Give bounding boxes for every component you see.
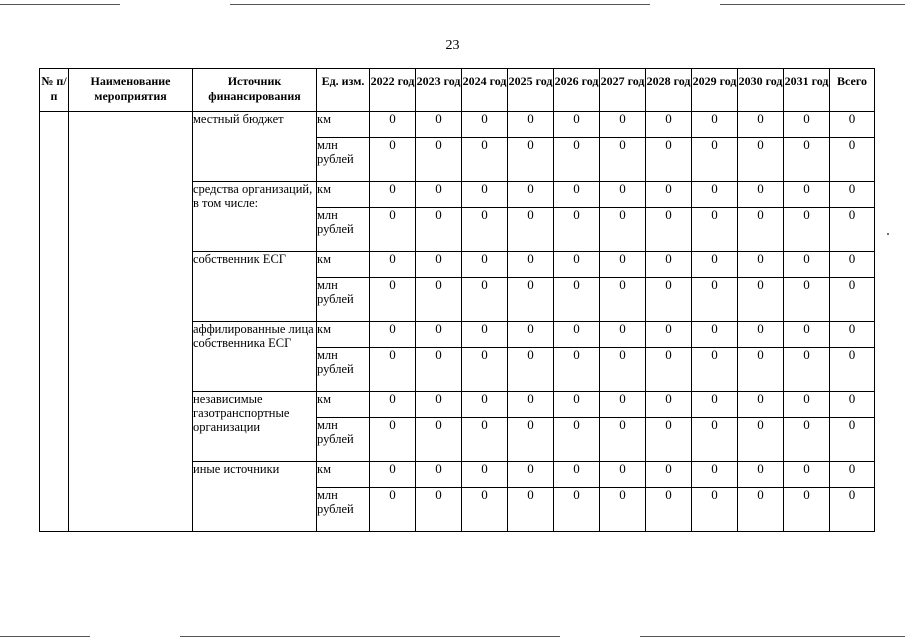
header-year: 2031 год [784,69,830,112]
year-value-cell: 0 [370,138,416,182]
year-value-cell: 0 [738,208,784,252]
year-value-cell: 0 [370,392,416,418]
header-year: 2025 год [508,69,554,112]
year-value-cell: 0 [600,418,646,462]
year-value-cell: 0 [692,418,738,462]
year-value-cell: 0 [784,252,830,278]
year-value-cell: 0 [508,488,554,532]
year-value-cell: 0 [554,322,600,348]
year-value-cell: 0 [554,392,600,418]
year-value-cell: 0 [416,278,462,322]
year-value-cell: 0 [462,462,508,488]
unit-cell: млн рублей [317,488,370,532]
year-value-cell: 0 [462,112,508,138]
year-value-cell: 0 [508,348,554,392]
year-value-cell: 0 [554,462,600,488]
year-value-cell: 0 [554,418,600,462]
year-value-cell: 0 [738,138,784,182]
year-value-cell: 0 [600,392,646,418]
year-value-cell: 0 [370,488,416,532]
year-value-cell: 0 [646,138,692,182]
year-value-cell: 0 [508,112,554,138]
year-value-cell: 0 [370,348,416,392]
year-value-cell: 0 [646,252,692,278]
year-value-cell: 0 [784,112,830,138]
scan-edge-line [720,4,905,5]
unit-cell: млн рублей [317,208,370,252]
unit-cell: млн рублей [317,418,370,462]
year-value-cell: 0 [692,392,738,418]
total-value-cell: 0 [830,112,875,138]
year-value-cell: 0 [784,182,830,208]
year-value-cell: 0 [692,348,738,392]
total-value-cell: 0 [830,418,875,462]
scan-speck [887,233,889,235]
year-value-cell: 0 [370,208,416,252]
header-year: 2024 год [462,69,508,112]
year-value-cell: 0 [462,392,508,418]
year-value-cell: 0 [784,322,830,348]
year-value-cell: 0 [370,418,416,462]
year-value-cell: 0 [416,488,462,532]
year-value-cell: 0 [738,278,784,322]
activity-name-cell [69,112,193,532]
year-value-cell: 0 [738,112,784,138]
header-row [40,69,875,112]
year-value-cell: 0 [554,112,600,138]
funding-source-cell: иные источники [193,462,317,532]
header-year: 2028 год [646,69,692,112]
year-value-cell: 0 [416,182,462,208]
scan-edge-line [640,636,905,637]
year-value-cell: 0 [646,278,692,322]
year-value-cell: 0 [692,112,738,138]
year-value-cell: 0 [738,182,784,208]
year-value-cell: 0 [692,252,738,278]
year-value-cell: 0 [600,112,646,138]
year-value-cell: 0 [692,182,738,208]
header-year: 2023 год [416,69,462,112]
unit-cell: км [317,182,370,208]
year-value-cell: 0 [462,322,508,348]
unit-cell: км [317,252,370,278]
header-activity-name: Наименование мероприятия [69,69,193,112]
year-value-cell: 0 [600,462,646,488]
year-value-cell: 0 [692,488,738,532]
year-value-cell: 0 [646,348,692,392]
year-value-cell: 0 [738,418,784,462]
year-value-cell: 0 [738,462,784,488]
unit-cell: км [317,392,370,418]
total-value-cell: 0 [830,208,875,252]
header-funding-source: Источник финансирования [193,69,317,112]
year-value-cell: 0 [554,488,600,532]
year-value-cell: 0 [508,418,554,462]
header-year: 2022 год [370,69,416,112]
year-value-cell: 0 [462,208,508,252]
unit-cell: млн рублей [317,138,370,182]
year-value-cell: 0 [600,252,646,278]
year-value-cell: 0 [508,392,554,418]
year-value-cell: 0 [554,138,600,182]
year-value-cell: 0 [600,138,646,182]
year-value-cell: 0 [646,392,692,418]
year-value-cell: 0 [600,322,646,348]
total-value-cell: 0 [830,138,875,182]
year-value-cell: 0 [646,182,692,208]
year-value-cell: 0 [370,112,416,138]
year-value-cell: 0 [554,208,600,252]
year-value-cell: 0 [738,392,784,418]
total-value-cell: 0 [830,348,875,392]
year-value-cell: 0 [600,488,646,532]
year-value-cell: 0 [462,418,508,462]
year-value-cell: 0 [738,322,784,348]
year-value-cell: 0 [784,208,830,252]
year-value-cell: 0 [784,418,830,462]
year-value-cell: 0 [646,208,692,252]
scan-edge-line [0,636,90,637]
total-value-cell: 0 [830,322,875,348]
year-value-cell: 0 [554,252,600,278]
total-value-cell: 0 [830,392,875,418]
year-value-cell: 0 [462,138,508,182]
total-value-cell: 0 [830,488,875,532]
year-value-cell: 0 [370,462,416,488]
funding-source-cell: местный бюджет [193,112,317,182]
year-value-cell: 0 [416,418,462,462]
funding-source-cell: независимые газотранспортные организации [193,392,317,462]
funding-source-cell: аффилированные лица собственника ЕСГ [193,322,317,392]
table-row [40,112,875,138]
total-value-cell: 0 [830,182,875,208]
year-value-cell: 0 [508,322,554,348]
year-value-cell: 0 [554,278,600,322]
scan-edge-line [0,4,120,5]
year-value-cell: 0 [370,182,416,208]
funding-source-cell: собственник ЕСГ [193,252,317,322]
funding-source-cell: средства организаций, в том числе: [193,182,317,252]
scan-edge-line [180,636,560,637]
year-value-cell: 0 [508,138,554,182]
year-value-cell: 0 [416,462,462,488]
year-value-cell: 0 [508,182,554,208]
year-value-cell: 0 [600,348,646,392]
year-value-cell: 0 [508,208,554,252]
year-value-cell: 0 [554,182,600,208]
year-value-cell: 0 [416,208,462,252]
year-value-cell: 0 [554,348,600,392]
total-value-cell: 0 [830,462,875,488]
header-year: 2030 год [738,69,784,112]
total-value-cell: 0 [830,252,875,278]
year-value-cell: 0 [462,348,508,392]
header-number: № п/п [40,69,69,112]
year-value-cell: 0 [646,488,692,532]
year-value-cell: 0 [416,322,462,348]
year-value-cell: 0 [784,488,830,532]
number-cell [40,112,69,532]
year-value-cell: 0 [600,208,646,252]
year-value-cell: 0 [646,418,692,462]
year-value-cell: 0 [370,322,416,348]
header-year: 2029 год [692,69,738,112]
year-value-cell: 0 [692,208,738,252]
header-year: 2026 год [554,69,600,112]
year-value-cell: 0 [738,348,784,392]
unit-cell: км [317,462,370,488]
header-unit: Ед. изм. [317,69,370,112]
unit-cell: млн рублей [317,348,370,392]
total-value-cell: 0 [830,278,875,322]
unit-cell: км [317,322,370,348]
year-value-cell: 0 [462,182,508,208]
year-value-cell: 0 [646,462,692,488]
year-value-cell: 0 [646,322,692,348]
year-value-cell: 0 [600,278,646,322]
year-value-cell: 0 [416,138,462,182]
year-value-cell: 0 [370,278,416,322]
year-value-cell: 0 [416,252,462,278]
year-value-cell: 0 [692,322,738,348]
unit-cell: млн рублей [317,278,370,322]
financing-table [39,68,875,532]
year-value-cell: 0 [692,138,738,182]
year-value-cell: 0 [462,488,508,532]
unit-cell: км [317,112,370,138]
header-total: Всего [830,69,875,112]
year-value-cell: 0 [600,182,646,208]
year-value-cell: 0 [508,252,554,278]
year-value-cell: 0 [784,462,830,488]
year-value-cell: 0 [784,348,830,392]
year-value-cell: 0 [646,112,692,138]
header-year: 2027 год [600,69,646,112]
year-value-cell: 0 [738,488,784,532]
year-value-cell: 0 [462,278,508,322]
year-value-cell: 0 [508,462,554,488]
year-value-cell: 0 [692,278,738,322]
year-value-cell: 0 [416,112,462,138]
year-value-cell: 0 [692,462,738,488]
year-value-cell: 0 [738,252,784,278]
year-value-cell: 0 [462,252,508,278]
year-value-cell: 0 [416,392,462,418]
year-value-cell: 0 [416,348,462,392]
scan-edge-line [230,4,650,5]
year-value-cell: 0 [370,252,416,278]
year-value-cell: 0 [508,278,554,322]
page-number: 23 [445,38,460,53]
year-value-cell: 0 [784,392,830,418]
year-value-cell: 0 [784,278,830,322]
year-value-cell: 0 [784,138,830,182]
